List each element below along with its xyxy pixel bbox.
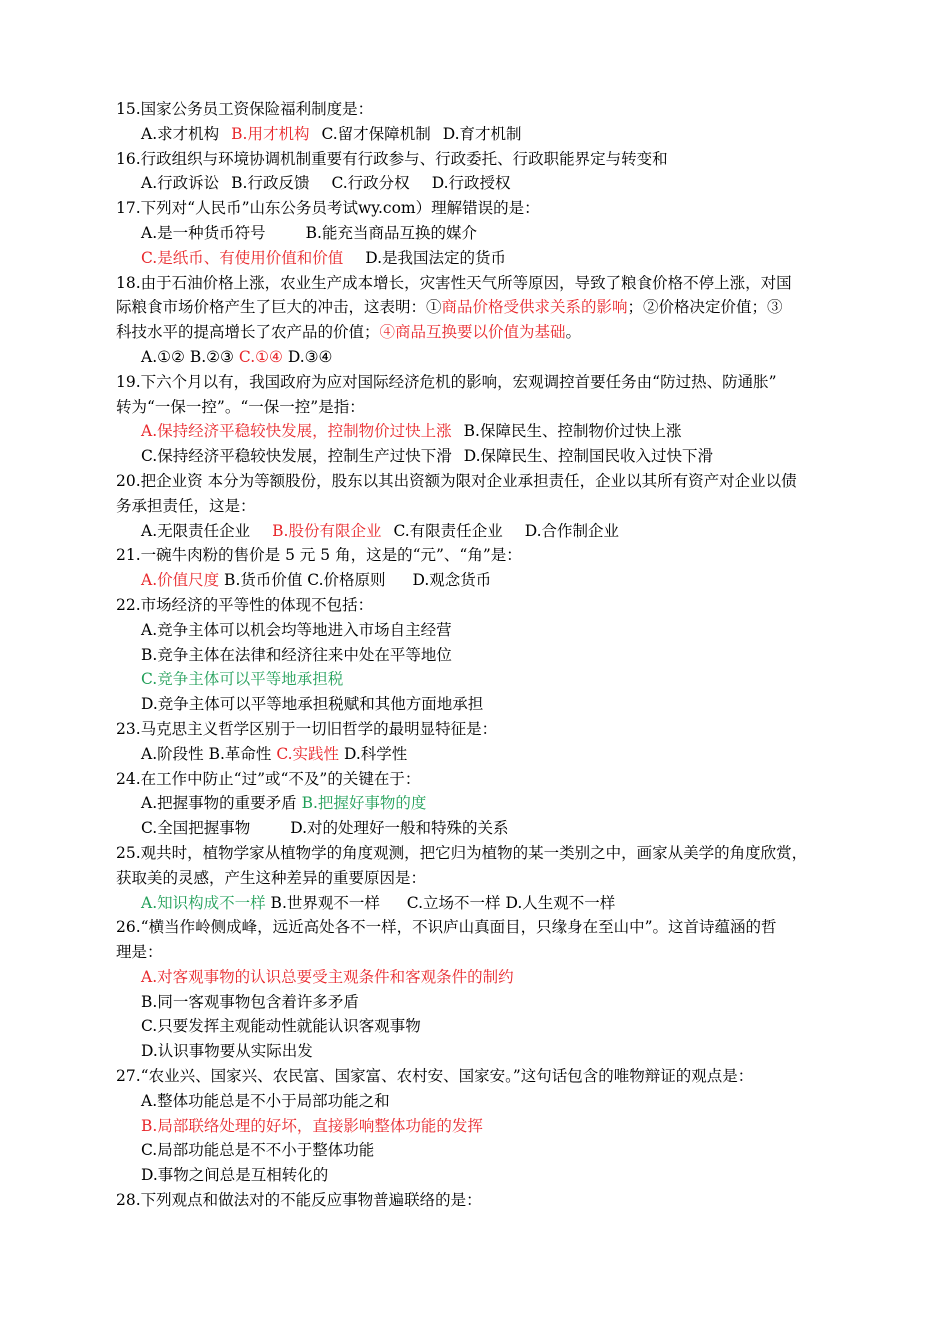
question-line <box>116 271 856 296</box>
text-segment: A.阶段性 <box>141 744 209 763</box>
option-line <box>116 618 856 643</box>
question-list <box>116 97 856 1213</box>
text-segment: B.货币价值 <box>219 571 308 590</box>
question-line <box>116 370 856 395</box>
text-segment: 20.把企业资 本分为等额股份，股东以其出资额为限对企业承担责任，企业以其所有资产对企业以债 <box>116 471 797 490</box>
option-line <box>116 965 856 990</box>
text-segment: C.留才保障机制 <box>321 124 431 143</box>
text-segment: 28.下列观点和做法对的不能反应事物普遍联络的是： <box>116 1191 482 1210</box>
text-segment: B.保障民生、控制物价过快上涨 <box>463 422 682 441</box>
text-segment: 17.下列对“人民币”山东公务员考试wy.com）理解错误的是： <box>116 199 540 218</box>
text-segment: 转为“一保一控”。“一保一控”是指： <box>116 397 365 416</box>
text-segment: 22.市场经济的平等性的体现不包括： <box>116 595 374 614</box>
text-segment: B.行政反馈 <box>231 174 310 193</box>
text-segment: C.行政分权 <box>331 174 410 193</box>
text-segment: D.保障民生、控制国民收入过快下滑 <box>463 447 714 466</box>
question-line <box>116 543 856 568</box>
text-segment: 务承担责任，这是： <box>116 496 256 515</box>
option-line <box>116 171 856 196</box>
highlighted-answer-text: C.是纸币、有使用价值和价值 <box>141 248 344 267</box>
text-segment: D.育才机制 <box>442 124 522 143</box>
option-line <box>116 246 856 271</box>
question-line <box>116 915 856 940</box>
text-segment: D.事物之间总是互相转化的 <box>141 1166 329 1185</box>
text-segment: A.把握事物的重要矛盾 <box>141 794 302 813</box>
question-line <box>116 841 856 866</box>
text-segment: D.是我国法定的货币 <box>365 248 507 267</box>
text-segment: D.竞争主体可以平等地承担税赋和其他方面地承担 <box>141 695 484 714</box>
highlighted-answer-text: A.对客观事物的认识总要受主观条件和客观条件的制约 <box>141 967 514 986</box>
option-line <box>116 122 856 147</box>
question-line <box>116 295 856 320</box>
option-line <box>116 1089 856 1114</box>
text-segment: D.人生观不一样 <box>500 893 616 912</box>
text-segment: C.有限责任企业 <box>393 521 503 540</box>
text-segment: D.认识事物要从实际出发 <box>141 1042 313 1061</box>
text-segment: B.能充当商品互换的媒介 <box>305 223 477 242</box>
text-segment: 27.“农业兴、国家兴、农民富、国家富、农村安、国家安。”这句话包含的唯物辩证的观点是： <box>116 1067 754 1086</box>
text-segment: C.局部功能总是不不小于整体功能 <box>141 1141 375 1160</box>
text-segment: D.对的处理好一般和特殊的关系 <box>290 819 509 838</box>
text-segment: 科技水平的提高增长了农产品的价值； <box>116 323 380 342</box>
highlighted-answer-text: A.价值尺度 <box>141 571 220 590</box>
question-line <box>116 593 856 618</box>
option-line <box>116 990 856 1015</box>
text-segment: D.行政授权 <box>431 174 511 193</box>
text-segment: A.求才机构 <box>141 124 220 143</box>
option-line <box>116 419 856 444</box>
text-segment: A.无限责任企业 <box>141 521 251 540</box>
option-line <box>116 667 856 692</box>
option-line <box>116 519 856 544</box>
highlighted-answer-text: C.①④ <box>238 347 288 366</box>
text-segment: C.价格原则 <box>307 571 391 590</box>
question-line <box>116 767 856 792</box>
text-segment: ；②价格决定价值；③ <box>627 298 783 317</box>
question-line <box>116 320 856 345</box>
highlighted-answer-text: ④商品互换要以价值为基础 <box>379 323 566 342</box>
option-line <box>116 643 856 668</box>
highlighted-answer-text: B.用才机构 <box>231 124 310 143</box>
text-segment: B.②③ <box>184 347 239 366</box>
text-segment: 理是： <box>116 943 163 962</box>
highlighted-answer-text: A.保持经济平稳较快发展，控制物价过快上涨 <box>141 422 452 441</box>
option-line <box>116 692 856 717</box>
text-segment: D.科学性 <box>343 744 408 763</box>
question-line <box>116 1064 856 1089</box>
text-segment: 24.在工作中防止“过”或“不及”的关键在于： <box>116 769 421 788</box>
question-line <box>116 196 856 221</box>
text-segment: A.竞争主体可以机会均等地进入市场自主经营 <box>141 620 452 639</box>
option-line <box>116 791 856 816</box>
text-segment: 。 <box>565 323 582 342</box>
question-line <box>116 97 856 122</box>
option-line <box>116 1163 856 1188</box>
text-segment: C.立场不一样 <box>406 893 501 912</box>
option-line <box>116 742 856 767</box>
text-segment: C.保持经济平稳较快发展，控制生产过快下滑 <box>141 447 452 466</box>
text-segment: C.只要发挥主观能动性就能认识客观事物 <box>141 1017 421 1036</box>
question-line <box>116 494 856 519</box>
highlighted-answer-text: 商品价格受供求关系的影响 <box>441 298 628 317</box>
text-segment: 16.行政组织与环境协调机制重要有行政参与、行政委托、行政职能界定与转变和 <box>116 149 668 168</box>
text-segment: 21.一碗牛肉粉的售价是 5 元 5 角，这是的“元”、“角”是： <box>116 546 522 565</box>
text-segment: A.行政诉讼 <box>141 174 220 193</box>
highlighted-answer-text: B.局部联络处理的好坏，直接影响整体功能的发挥 <box>141 1116 483 1135</box>
option-line <box>116 345 856 370</box>
text-segment: 15.国家公务员工资保险福利制度是： <box>116 100 374 118</box>
highlighted-answer-text: B.股份有限企业 <box>272 521 382 540</box>
question-line <box>116 866 856 891</box>
text-segment: D.合作制企业 <box>524 521 620 540</box>
text-segment: 25.观共时，植物学家从植物学的角度观测，把它归为植物的某一类别之中，画家从美学的角度欣赏， <box>116 843 808 862</box>
text-segment: 际粮食市场价格产生了巨大的冲击，这表明：① <box>116 298 442 317</box>
text-segment: B.革命性 <box>208 744 277 763</box>
question-line <box>116 940 856 965</box>
text-segment: 26.“横当作岭侧成峰，远近高处各不一样，不识庐山真面目，只缘身在至山中”。这首诗蕴涵的哲 <box>116 918 777 937</box>
option-line <box>116 1138 856 1163</box>
option-line <box>116 1114 856 1139</box>
option-line <box>116 444 856 469</box>
text-segment: B.同一客观事物包含着许多矛盾 <box>141 992 359 1011</box>
text-segment: D.③④ <box>287 347 333 366</box>
option-line <box>116 568 856 593</box>
question-line <box>116 1188 856 1213</box>
text-segment: 19.下六个月以有，我国政府为应对国际经济危机的影响，宏观调控首要任务由“防过热、防通胀” <box>116 372 777 391</box>
highlighted-answer-text: C.竞争主体可以平等地承担税 <box>141 670 344 689</box>
text-segment: 18.由于石油价格上涨，农业生产成本增长，灾害性天气所等原因，导致了粮食价格不停上涨，对国 <box>116 273 792 292</box>
highlighted-answer-text: B.把握好事物的度 <box>301 794 427 813</box>
option-line <box>116 221 856 246</box>
option-line <box>116 1014 856 1039</box>
text-segment: C.全国把握事物 <box>141 819 251 838</box>
highlighted-answer-text: A.知识构成不一样 <box>141 893 266 912</box>
text-segment: 23.马克思主义哲学区别于一切旧哲学的最明显特征是： <box>116 719 498 738</box>
text-segment: B.世界观不一样 <box>265 893 385 912</box>
text-segment: D.观念货币 <box>412 571 492 590</box>
text-segment: 获取美的灵感，产生这种差异的重要原因是： <box>116 868 427 887</box>
option-line <box>116 891 856 916</box>
highlighted-answer-text: C.实践性 <box>276 744 344 763</box>
option-line <box>116 816 856 841</box>
question-line <box>116 717 856 742</box>
text-segment: A.整体功能总是不小于局部功能之和 <box>141 1091 390 1110</box>
text-segment: A.是一种货币符号 <box>141 223 266 242</box>
option-line <box>116 1039 856 1064</box>
question-line <box>116 469 856 494</box>
question-line <box>116 147 856 172</box>
text-segment: A.①② <box>141 347 185 366</box>
question-line <box>116 395 856 420</box>
text-segment: B.竞争主体在法律和经济往来中处在平等地位 <box>141 645 452 664</box>
